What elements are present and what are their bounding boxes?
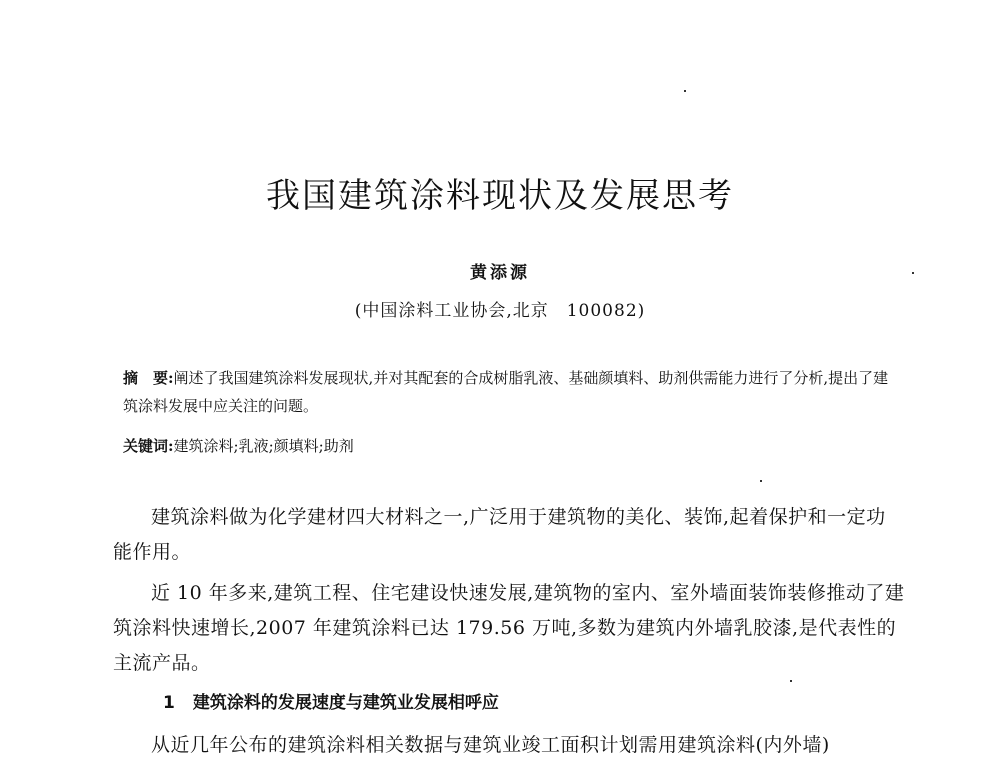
section-title: 建筑涂料的发展速度与建筑业发展相呼应 bbox=[192, 693, 499, 713]
keywords-text: 建筑涂料;乳液;颜填料;助剂 bbox=[173, 437, 354, 455]
scan-speck bbox=[912, 272, 914, 274]
scan-speck bbox=[760, 480, 762, 482]
keywords bbox=[123, 432, 903, 460]
scan-speck bbox=[684, 90, 686, 92]
author-affiliation: (中国涂料工业协会,北京 100082) bbox=[354, 301, 646, 321]
scan-speck bbox=[790, 680, 792, 682]
keywords-label: 关键词: bbox=[123, 437, 174, 455]
abstract-text: 阐述了我国建筑涂料发展现状,并对其配套的合成树脂乳液、基础颜填料、助剂供需能力进行了分析,提出了建筑涂料发展中应关注的问题。 bbox=[123, 369, 889, 415]
body-paragraph-1: 建筑涂料做为化学建材四大材料之一,广泛用于建筑物的美化、装饰,起着保护和一定功能作用。 bbox=[113, 506, 886, 563]
section-number: 1 bbox=[163, 693, 175, 713]
body-paragraph-2: 近 10 年多来,建筑工程、住宅建设快速发展,建筑物的室内、室外墙面装饰装修推动了建筑涂料快速增长,2007 年建筑涂料已达 179.56 万吨,多数为建筑内外墙乳胶漆,是代表性的主流产品。 bbox=[113, 582, 905, 674]
author-name: 黄添源 bbox=[470, 263, 530, 283]
abstract bbox=[123, 364, 903, 420]
paper-title: 我国建筑涂料现状及发展思考 bbox=[266, 176, 734, 216]
body-paragraph-3: 从近几年公布的建筑涂料相关数据与建筑业竣工面积计划需用建筑涂料(内外墙) bbox=[151, 734, 830, 756]
section-heading-1 bbox=[163, 688, 499, 713]
abstract-label: 摘 要: bbox=[123, 369, 174, 387]
